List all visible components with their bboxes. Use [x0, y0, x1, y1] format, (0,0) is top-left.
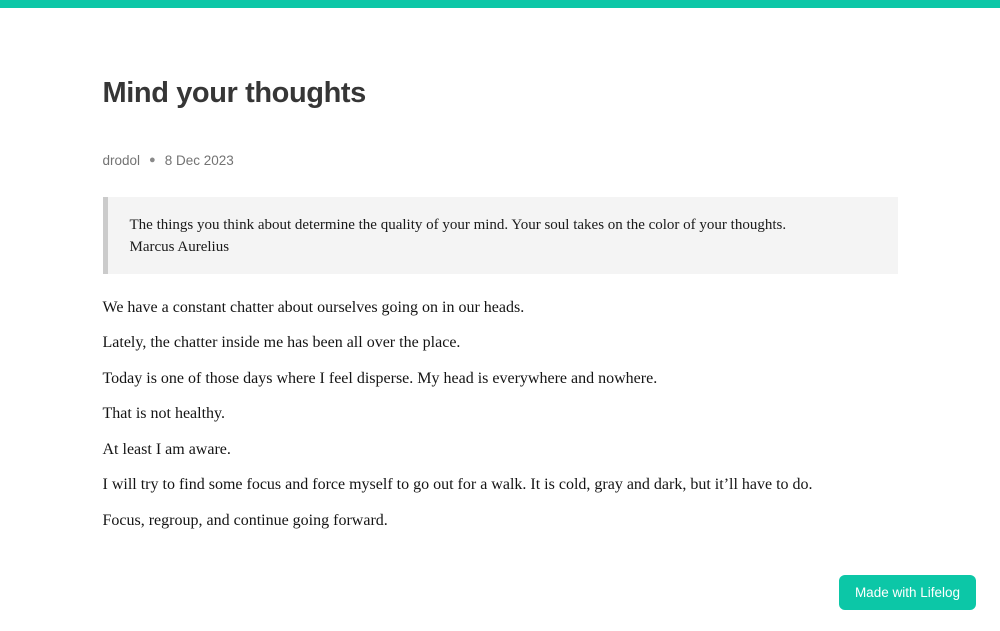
page-title: Mind your thoughts: [102, 77, 366, 109]
article-container: [103, 8, 898, 530]
post-meta: [103, 153, 898, 168]
meta-separator-dot-icon: ●: [149, 153, 156, 166]
article-paragraph: We have a constant chatter about ourselves going on in our heads.: [102, 298, 525, 316]
article-paragraph: I will try to find some focus and force myself to go out for a walk. It is cold, gray and dark, but it’ll have to do.: [102, 476, 813, 494]
quote-attribution: Marcus Aurelius: [129, 238, 230, 255]
article-paragraph: That is not healthy.: [102, 405, 225, 423]
made-with-lifelog-button[interactable]: Made with Lifelog: [839, 575, 976, 610]
author-name: drodol: [102, 152, 141, 168]
article-paragraph: Focus, regroup, and continue going forward.: [102, 511, 388, 529]
blockquote: [103, 197, 898, 274]
article-paragraph: At least I am aware.: [102, 440, 231, 458]
article-paragraph: Lately, the chatter inside me has been all over the place.: [102, 334, 461, 352]
article-body: [103, 298, 898, 530]
article-paragraph: Today is one of those days where I feel disperse. My head is everywhere and nowhere.: [102, 369, 658, 387]
post-date: 8 Dec 2023: [164, 152, 234, 168]
brand-accent-bar: [0, 0, 1000, 8]
quote-text: The things you think about determine the quality of your mind. Your soul takes on the color of your thoughts.: [129, 216, 787, 233]
